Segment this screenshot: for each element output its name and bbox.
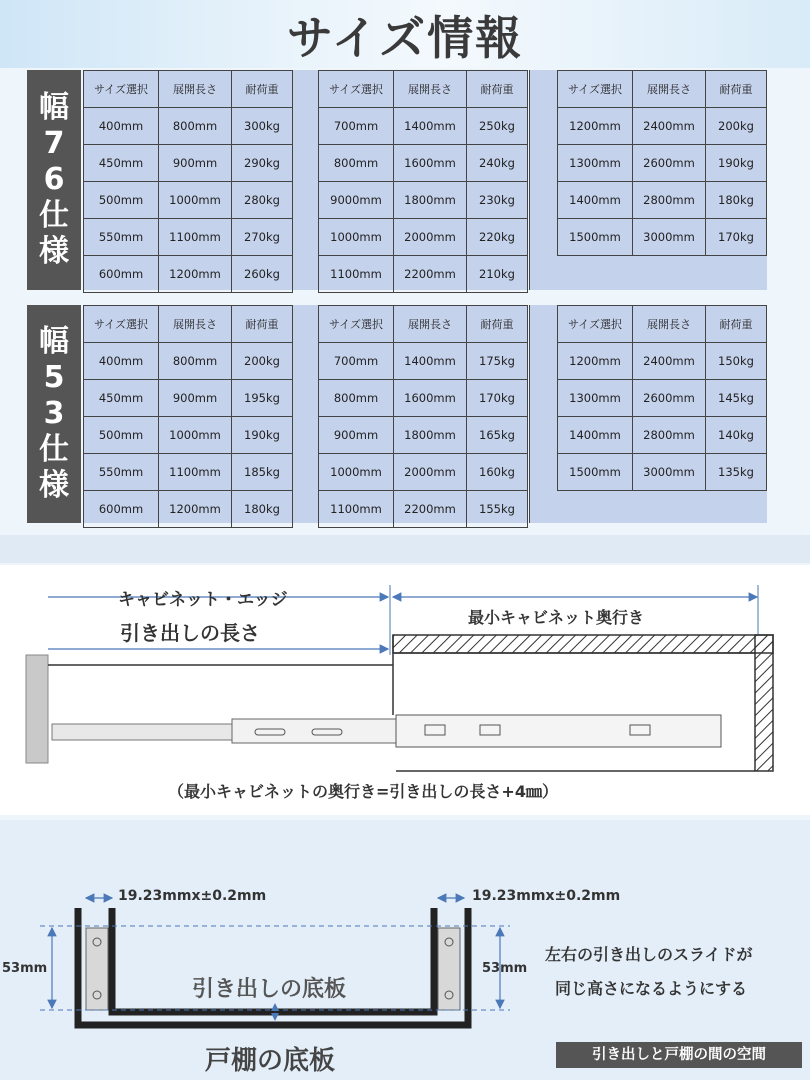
table-row [319, 108, 528, 145]
label-char: 幅 [39, 90, 69, 125]
table-row [84, 417, 293, 454]
table-cell: 195kg [232, 380, 293, 417]
column-header: 展開長さ [633, 71, 706, 108]
label-char: 様 [39, 234, 69, 269]
min-cabinet-depth-label: 最小キャビネット奥行き [468, 608, 645, 627]
column-header: 耐荷重 [467, 71, 528, 108]
table-cell: 1100mm [319, 256, 394, 293]
table-cell: 2200mm [394, 256, 467, 293]
table-cell: 1600mm [394, 145, 467, 182]
column-header: サイズ選択 [319, 71, 394, 108]
table-cell: 800mm [319, 380, 394, 417]
table-row [319, 343, 528, 380]
table-cell: 450mm [84, 380, 159, 417]
table-row [84, 256, 293, 293]
gap-right-label: 19.23mmx±0.2mm [472, 888, 621, 904]
table-cell: 150kg [706, 343, 767, 380]
table-row [84, 145, 293, 182]
label-char: 7 [43, 126, 65, 161]
drawer-bottom-label: 引き出しの底板 [192, 977, 347, 1002]
cabinet-bottom-label: 戸棚の底板 [205, 1046, 336, 1076]
table-cell: 140kg [706, 417, 767, 454]
table-cell: 160kg [467, 454, 528, 491]
table-cell: 800mm [319, 145, 394, 182]
column-header: 展開長さ [159, 71, 232, 108]
table-cell: 1200mm [159, 491, 232, 528]
spec-group [557, 70, 767, 290]
table-cell: 2400mm [633, 108, 706, 145]
table-cell: 600mm [84, 256, 159, 293]
label-char: 3 [43, 396, 65, 431]
table-cell: 3000mm [633, 219, 706, 256]
spec-grid [83, 70, 293, 293]
column-header: 展開長さ [159, 306, 232, 343]
table-cell: 280kg [232, 182, 293, 219]
table-cell: 700mm [319, 343, 394, 380]
table-cell: 1000mm [159, 417, 232, 454]
column-header: 耐荷重 [232, 306, 293, 343]
note-line-2: 同じ高さになるようにする [555, 979, 748, 998]
column-header: サイズ選択 [84, 71, 159, 108]
table-cell: 1200mm [558, 343, 633, 380]
table-cell: 400mm [84, 343, 159, 380]
table-row [558, 343, 767, 380]
column-header: サイズ選択 [84, 306, 159, 343]
table-cell: 200kg [232, 343, 293, 380]
table-row [319, 219, 528, 256]
table-row [558, 417, 767, 454]
table-cell: 170kg [706, 219, 767, 256]
table-cell: 1800mm [394, 417, 467, 454]
table-cell: 185kg [232, 454, 293, 491]
table-cell: 1000mm [319, 454, 394, 491]
table-cell: 550mm [84, 219, 159, 256]
table-row [319, 454, 528, 491]
table-row [319, 256, 528, 293]
drawer-length-label: 引き出しの長さ [120, 621, 260, 645]
table-cell: 165kg [467, 417, 528, 454]
table-cell: 190kg [706, 145, 767, 182]
label-char: 幅 [39, 324, 69, 359]
column-header: 耐荷重 [232, 71, 293, 108]
header-row [84, 306, 293, 343]
table-cell: 800mm [159, 343, 232, 380]
table-row [319, 491, 528, 528]
title-banner [0, 0, 810, 68]
drawer-side-view-diagram [0, 565, 810, 815]
table-cell: 1000mm [159, 182, 232, 219]
table-cell: 450mm [84, 145, 159, 182]
table-cell: 500mm [84, 417, 159, 454]
table-row [319, 182, 528, 219]
gap-left-label: 19.23mmx±0.2mm [118, 888, 267, 904]
spec-grid [318, 70, 528, 293]
column-header: 展開長さ [394, 71, 467, 108]
table-row [558, 454, 767, 491]
table-gap [529, 305, 559, 523]
table-cell: 1400mm [394, 343, 467, 380]
column-header: 展開長さ [394, 306, 467, 343]
table-cell: 1500mm [558, 219, 633, 256]
table-row [558, 145, 767, 182]
label-char: 様 [39, 468, 69, 503]
table-row [84, 380, 293, 417]
header-row [558, 306, 767, 343]
table-row [84, 491, 293, 528]
table-cell: 1300mm [558, 380, 633, 417]
height-left-label: 53mm [2, 961, 48, 976]
table-row [558, 380, 767, 417]
spec-label-width76 [27, 70, 81, 290]
spec-table-width76 [27, 70, 783, 290]
label-char: 仕 [39, 198, 69, 233]
table-cell: 190kg [232, 417, 293, 454]
formula-label: （最小キャビネットの奥行き=引き出しの長さ+4㎜） [168, 782, 558, 801]
table-cell: 2600mm [633, 380, 706, 417]
spec-group [318, 70, 528, 290]
table-row [558, 108, 767, 145]
page-title: サイズ情報 [286, 11, 524, 65]
table-cell: 145kg [706, 380, 767, 417]
spec-group [83, 305, 293, 523]
spec-group [318, 305, 528, 523]
table-cell: 2800mm [633, 182, 706, 219]
table-cell: 1200mm [159, 256, 232, 293]
table-cell: 240kg [467, 145, 528, 182]
note-line-1: 左右の引き出しのスライドが [545, 945, 753, 964]
table-cell: 900mm [159, 145, 232, 182]
spec-grid [557, 305, 767, 491]
table-cell: 2600mm [633, 145, 706, 182]
table-cell: 500mm [84, 182, 159, 219]
table-cell: 220kg [467, 219, 528, 256]
table-cell: 180kg [706, 182, 767, 219]
table-cell: 900mm [319, 417, 394, 454]
height-right-label: 53mm [482, 961, 528, 976]
table-row [319, 417, 528, 454]
table-cell: 1100mm [319, 491, 394, 528]
drawer-cross-section-diagram [0, 820, 810, 1080]
column-header: 展開長さ [633, 306, 706, 343]
table-row [84, 343, 293, 380]
column-header: サイズ選択 [319, 306, 394, 343]
table-cell: 1000mm [319, 219, 394, 256]
table-cell: 3000mm [633, 454, 706, 491]
table-cell: 250kg [467, 108, 528, 145]
spec-grid [318, 305, 528, 528]
table-cell: 1400mm [558, 182, 633, 219]
table-cell: 1400mm [558, 417, 633, 454]
spec-label-width53 [27, 305, 81, 523]
header-row [558, 71, 767, 108]
table-cell: 2000mm [394, 219, 467, 256]
column-header: 耐荷重 [706, 71, 767, 108]
table-cell: 300kg [232, 108, 293, 145]
table-cell: 1800mm [394, 182, 467, 219]
header-row [319, 306, 528, 343]
cabinet-edge-label: キャビネット・エッジ [118, 590, 288, 610]
table-cell: 290kg [232, 145, 293, 182]
table-cell: 270kg [232, 219, 293, 256]
table-cell: 230kg [467, 182, 528, 219]
table-cell: 260kg [232, 256, 293, 293]
table-cell: 135kg [706, 454, 767, 491]
table-cell: 900mm [159, 380, 232, 417]
column-header: 耐荷重 [706, 306, 767, 343]
spec-grid [557, 70, 767, 256]
table-cell: 1100mm [159, 454, 232, 491]
label-char: 5 [43, 360, 65, 395]
table-cell: 1200mm [558, 108, 633, 145]
table-cell: 175kg [467, 343, 528, 380]
table-row [84, 219, 293, 256]
spec-group [557, 305, 767, 523]
table-cell: 2000mm [394, 454, 467, 491]
header-row [84, 71, 293, 108]
table-gap [289, 70, 319, 290]
drawer-cabinet-gap-badge: 引き出しと戸棚の間の空間 [556, 1042, 802, 1068]
table-gap [289, 305, 319, 523]
column-header: サイズ選択 [558, 71, 633, 108]
table-cell: 1100mm [159, 219, 232, 256]
table-gap [529, 70, 559, 290]
table-cell: 180kg [232, 491, 293, 528]
divider-band [0, 535, 810, 563]
table-cell: 550mm [84, 454, 159, 491]
spec-group [83, 70, 293, 290]
table-row [558, 219, 767, 256]
table-cell: 1400mm [394, 108, 467, 145]
table-cell: 170kg [467, 380, 528, 417]
column-header: サイズ選択 [558, 306, 633, 343]
table-row [84, 108, 293, 145]
table-cell: 1500mm [558, 454, 633, 491]
table-cell: 210kg [467, 256, 528, 293]
table-cell: 9000mm [319, 182, 394, 219]
table-row [319, 145, 528, 182]
table-row [84, 454, 293, 491]
header-row [319, 71, 528, 108]
spec-table-width53 [27, 305, 783, 523]
table-cell: 1600mm [394, 380, 467, 417]
table-cell: 600mm [84, 491, 159, 528]
table-row [319, 380, 528, 417]
table-cell: 1300mm [558, 145, 633, 182]
table-cell: 800mm [159, 108, 232, 145]
table-cell: 400mm [84, 108, 159, 145]
spec-grid [83, 305, 293, 528]
table-cell: 200kg [706, 108, 767, 145]
table-cell: 700mm [319, 108, 394, 145]
table-cell: 2800mm [633, 417, 706, 454]
table-row [84, 182, 293, 219]
table-cell: 155kg [467, 491, 528, 528]
table-cell: 2400mm [633, 343, 706, 380]
table-row [558, 182, 767, 219]
label-char: 6 [43, 162, 65, 197]
column-header: 耐荷重 [467, 306, 528, 343]
table-cell: 2200mm [394, 491, 467, 528]
label-char: 仕 [39, 432, 69, 467]
